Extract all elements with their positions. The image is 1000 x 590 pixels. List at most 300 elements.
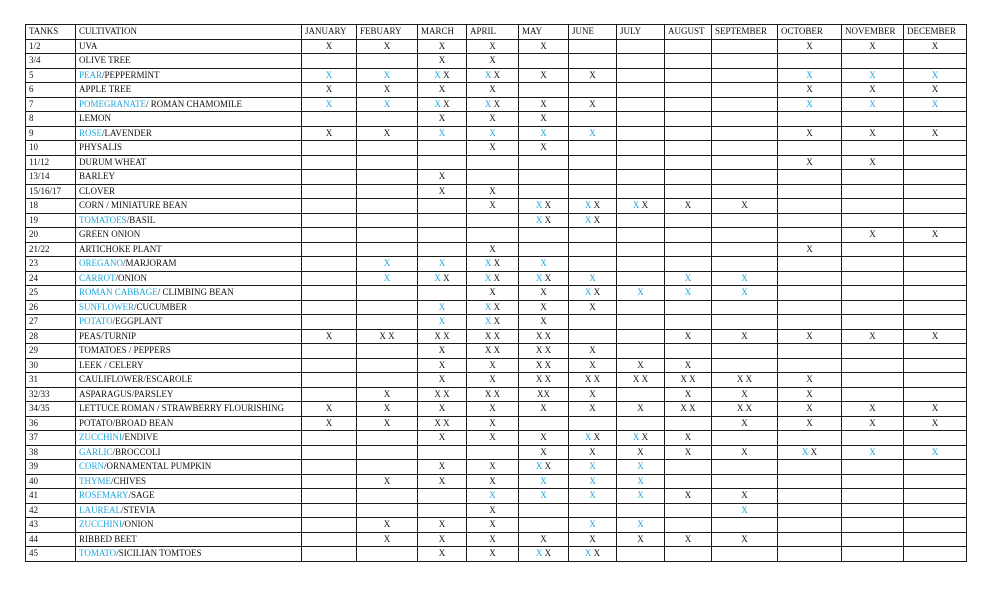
tank-cell: 8 (26, 112, 76, 127)
crop-name: OLIVE TREE (79, 55, 131, 66)
month-mark-june (569, 199, 617, 214)
cultivation-cell (76, 199, 302, 214)
month-mark-april: X (467, 83, 519, 98)
blue-x-mark: X (434, 272, 441, 283)
crop-name: PHYSALIS (79, 142, 123, 153)
blue-x-mark: X (584, 432, 592, 443)
month-mark-june (569, 503, 617, 518)
blue-x-mark: X (484, 272, 492, 283)
blue-x-mark: X (806, 69, 813, 80)
month-mark-march: X X (418, 416, 467, 431)
table-row (26, 83, 967, 98)
cultivation-cell (76, 358, 302, 373)
column-header-july: JULY (617, 25, 665, 40)
month-mark-may (519, 155, 569, 170)
black-x-mark: X (810, 446, 818, 457)
month-mark-march: X (418, 39, 467, 54)
black-x-mark: X (493, 316, 501, 327)
crop-name: /BROCCOLI (112, 446, 161, 457)
month-mark-march: X (418, 460, 467, 475)
month-mark-march: X X (418, 387, 467, 402)
cultivation-cell (76, 518, 302, 533)
table-row (26, 431, 967, 446)
month-mark-august (665, 54, 712, 69)
tank-cell: 28 (26, 329, 76, 344)
blue-x-mark: X (869, 98, 876, 109)
month-mark-august (665, 547, 712, 562)
month-mark-march (418, 199, 467, 214)
month-mark-april (467, 155, 519, 170)
month-mark-november (842, 344, 904, 359)
month-mark-august (665, 460, 712, 475)
month-mark-april (467, 271, 519, 286)
month-mark-november: X (842, 416, 904, 431)
month-mark-febuary (357, 445, 418, 460)
month-mark-october: X (778, 126, 842, 141)
highlighted-crop-name: ROMAN CABBAGE (79, 287, 158, 298)
month-mark-january (302, 170, 357, 185)
month-mark-october (778, 271, 842, 286)
month-mark-june: X (569, 402, 617, 417)
month-mark-january (302, 532, 357, 547)
cultivation-cell (76, 532, 302, 547)
month-mark-june: X (569, 358, 617, 373)
month-mark-january: X (302, 126, 357, 141)
table-row (26, 315, 967, 330)
month-mark-may (519, 83, 569, 98)
crop-name: ASPARAGUS/PARSLEY (79, 388, 174, 399)
month-mark-march: X (418, 373, 467, 388)
blue-x-mark: X (484, 258, 492, 269)
black-x-mark: X (544, 461, 552, 472)
month-mark-july (617, 228, 665, 243)
month-mark-august: X (665, 532, 712, 547)
month-mark-september (712, 358, 778, 373)
black-x-mark: X (544, 548, 552, 559)
table-row (26, 547, 967, 562)
month-mark-december: X (904, 416, 967, 431)
month-mark-october (778, 228, 842, 243)
month-mark-january (302, 68, 357, 83)
month-mark-november (842, 547, 904, 562)
crop-name: CLOVER (79, 185, 115, 196)
month-mark-may (519, 170, 569, 185)
month-mark-may (519, 228, 569, 243)
month-mark-april: X (467, 286, 519, 301)
cultivation-cell (76, 344, 302, 359)
month-mark-november: X (842, 329, 904, 344)
cultivation-cell (76, 387, 302, 402)
month-mark-july (617, 97, 665, 112)
month-mark-april: X (467, 54, 519, 69)
month-mark-march: X (418, 431, 467, 446)
blue-x-mark: X (637, 475, 644, 486)
month-mark-october (778, 199, 842, 214)
month-mark-may: X (519, 315, 569, 330)
tank-cell: 34/35 (26, 402, 76, 417)
cultivation-cell (76, 329, 302, 344)
month-mark-august: X (665, 489, 712, 504)
month-mark-june (569, 329, 617, 344)
month-mark-october: X (778, 402, 842, 417)
month-mark-febuary (357, 344, 418, 359)
month-mark-june (569, 416, 617, 431)
cultivation-cell (76, 112, 302, 127)
crop-name: CAULIFLOWER/ESCAROLE (79, 374, 193, 385)
blue-x-mark: X (589, 461, 596, 472)
month-mark-april: X (467, 518, 519, 533)
blue-x-mark: X (931, 69, 939, 80)
month-mark-october (778, 532, 842, 547)
month-mark-may: X X (519, 344, 569, 359)
month-mark-july (617, 54, 665, 69)
crop-name: /SAGE (128, 490, 155, 501)
table-row (26, 68, 967, 83)
column-header-september: SEPTEMBER (712, 25, 778, 40)
highlighted-crop-name: CORN (79, 461, 105, 472)
month-mark-april (467, 489, 519, 504)
month-mark-november (842, 460, 904, 475)
month-mark-febuary (357, 170, 418, 185)
cultivation-cell (76, 155, 302, 170)
crop-name: /BASIL (126, 214, 156, 225)
tank-cell: 37 (26, 431, 76, 446)
month-mark-november: X (842, 402, 904, 417)
month-mark-august: X (665, 199, 712, 214)
month-mark-april: X (467, 460, 519, 475)
blue-x-mark: X (637, 490, 644, 501)
month-mark-june: X (569, 445, 617, 460)
month-mark-october (778, 141, 842, 156)
month-mark-febuary (357, 199, 418, 214)
tank-cell: 23 (26, 257, 76, 272)
black-x-mark: X (641, 432, 649, 443)
month-mark-september (712, 184, 778, 199)
month-mark-january (302, 344, 357, 359)
month-mark-october (778, 503, 842, 518)
month-mark-july: X (617, 445, 665, 460)
month-mark-january (302, 141, 357, 156)
table-row (26, 416, 967, 431)
crop-name: LEEK / CELERY (79, 359, 144, 370)
crop-name: POTATO/BROAD BEAN (79, 417, 174, 428)
month-mark-november: X (842, 83, 904, 98)
month-mark-july (617, 170, 665, 185)
highlighted-crop-name: GARLIC (79, 446, 113, 457)
month-mark-july (617, 257, 665, 272)
tank-cell: 13/14 (26, 170, 76, 185)
month-mark-july (617, 518, 665, 533)
month-mark-september (712, 547, 778, 562)
month-mark-january: X (302, 329, 357, 344)
month-mark-november (842, 358, 904, 373)
cultivation-cell (76, 184, 302, 199)
blue-x-mark: X (438, 301, 446, 312)
month-mark-may: XX (519, 387, 569, 402)
month-mark-september: X (712, 445, 778, 460)
crop-name: DURUM WHEAT (79, 156, 147, 167)
table-row (26, 373, 967, 388)
cultivation-cell (76, 445, 302, 460)
highlighted-crop-name: TOMATOES (79, 214, 127, 225)
cultivation-cell (76, 170, 302, 185)
month-mark-september (712, 68, 778, 83)
month-mark-may: X (519, 445, 569, 460)
month-mark-january (302, 300, 357, 315)
table-row (26, 489, 967, 504)
month-mark-july (617, 300, 665, 315)
month-mark-april: X X (467, 344, 519, 359)
month-mark-december (904, 344, 967, 359)
month-mark-october (778, 315, 842, 330)
month-mark-august (665, 155, 712, 170)
month-mark-november (842, 97, 904, 112)
tank-cell: 30 (26, 358, 76, 373)
month-mark-november (842, 213, 904, 228)
month-mark-december (904, 315, 967, 330)
month-mark-september (712, 315, 778, 330)
month-mark-august (665, 83, 712, 98)
month-mark-may (519, 54, 569, 69)
month-mark-january (302, 184, 357, 199)
blue-x-mark: X (931, 98, 939, 109)
month-mark-november (842, 184, 904, 199)
table-row (26, 54, 967, 69)
blue-x-mark: X (383, 69, 391, 80)
month-mark-june: X (569, 97, 617, 112)
month-mark-august: X (665, 431, 712, 446)
month-mark-april: X (467, 402, 519, 417)
table-row (26, 387, 967, 402)
highlighted-crop-name: CARROT (79, 272, 116, 283)
month-mark-december (904, 300, 967, 315)
tank-cell: 10 (26, 141, 76, 156)
tank-cell: 32/33 (26, 387, 76, 402)
month-mark-november (842, 474, 904, 489)
month-mark-august (665, 257, 712, 272)
month-mark-november (842, 257, 904, 272)
crop-name: TOMATOES / PEPPERS (79, 345, 171, 356)
blue-x-mark: X (434, 69, 441, 80)
tank-cell: 9 (26, 126, 76, 141)
month-mark-april: X (467, 39, 519, 54)
month-mark-september (712, 155, 778, 170)
month-mark-febuary (357, 460, 418, 475)
blue-x-mark: X (869, 446, 876, 457)
cultivation-cell (76, 286, 302, 301)
table-row (26, 257, 967, 272)
cultivation-cell (76, 474, 302, 489)
month-mark-june (569, 83, 617, 98)
month-mark-febuary: X (357, 532, 418, 547)
black-x-mark: X (493, 69, 501, 80)
tank-cell: 38 (26, 445, 76, 460)
month-mark-may: X (519, 112, 569, 127)
blue-x-mark: X (632, 200, 640, 211)
month-mark-june (569, 431, 617, 446)
month-mark-july (617, 242, 665, 257)
tank-cell: 3/4 (26, 54, 76, 69)
blue-x-mark: X (741, 272, 748, 283)
month-mark-october (778, 68, 842, 83)
cultivation-cell (76, 39, 302, 54)
crop-name: RIBBED BEET (79, 533, 137, 544)
table-row (26, 474, 967, 489)
table-row (26, 460, 967, 475)
cultivation-schedule-table (25, 24, 967, 562)
tank-cell: 40 (26, 474, 76, 489)
month-mark-january (302, 286, 357, 301)
month-mark-march: X X (418, 329, 467, 344)
month-mark-june (569, 112, 617, 127)
column-header-june: JUNE (569, 25, 617, 40)
cultivation-cell (76, 126, 302, 141)
month-mark-june (569, 54, 617, 69)
table-row (26, 358, 967, 373)
black-x-mark: X (544, 272, 552, 283)
highlighted-crop-name: ROSE (79, 127, 103, 138)
month-mark-march: X (418, 170, 467, 185)
table-row (26, 286, 967, 301)
tank-cell: 44 (26, 532, 76, 547)
blue-x-mark: X (484, 301, 492, 312)
month-mark-april: X (467, 242, 519, 257)
table-row (26, 141, 967, 156)
month-mark-september (712, 286, 778, 301)
cultivation-cell (76, 460, 302, 475)
month-mark-march (418, 315, 467, 330)
cultivation-cell (76, 83, 302, 98)
month-mark-april: X (467, 416, 519, 431)
blue-x-mark: X (632, 432, 640, 443)
month-mark-june (569, 315, 617, 330)
month-mark-march: X (418, 344, 467, 359)
crop-name: /LAVENDER (102, 127, 152, 138)
blue-x-mark: X (741, 287, 748, 298)
month-mark-july (617, 547, 665, 562)
month-mark-march: X (418, 54, 467, 69)
month-mark-december (904, 547, 967, 562)
month-mark-november: X (842, 155, 904, 170)
month-mark-december (904, 112, 967, 127)
month-mark-april: X (467, 532, 519, 547)
month-mark-april (467, 126, 519, 141)
month-mark-febuary (357, 257, 418, 272)
month-mark-november (842, 54, 904, 69)
blue-x-mark: X (584, 287, 592, 298)
table-row (26, 445, 967, 460)
month-mark-july (617, 474, 665, 489)
month-mark-may: X X (519, 329, 569, 344)
month-mark-october (778, 300, 842, 315)
month-mark-march: X (418, 83, 467, 98)
month-mark-january (302, 155, 357, 170)
month-mark-december (904, 155, 967, 170)
month-mark-febuary (357, 489, 418, 504)
month-mark-december (904, 170, 967, 185)
month-mark-july (617, 199, 665, 214)
month-mark-january (302, 460, 357, 475)
month-mark-september: X X (712, 373, 778, 388)
month-mark-july (617, 141, 665, 156)
month-mark-may (519, 547, 569, 562)
cultivation-cell (76, 300, 302, 315)
month-mark-september (712, 242, 778, 257)
month-mark-january (302, 271, 357, 286)
month-mark-febuary (357, 431, 418, 446)
month-mark-december (904, 503, 967, 518)
black-x-mark: X (641, 200, 649, 211)
blue-x-mark: X (637, 287, 644, 298)
month-mark-august (665, 518, 712, 533)
tank-cell: 39 (26, 460, 76, 475)
tank-cell: 24 (26, 271, 76, 286)
month-mark-march (418, 445, 467, 460)
highlighted-crop-name: ZUCCHINI (79, 432, 122, 443)
tank-cell: 29 (26, 344, 76, 359)
month-mark-febuary (357, 68, 418, 83)
month-mark-june (569, 489, 617, 504)
blue-x-mark: X (489, 127, 496, 138)
cultivation-cell (76, 503, 302, 518)
black-x-mark: X (443, 98, 450, 109)
month-mark-june (569, 39, 617, 54)
month-mark-august: X (665, 329, 712, 344)
crop-name: BARLEY (79, 171, 115, 182)
month-mark-september: X (712, 199, 778, 214)
month-mark-january (302, 474, 357, 489)
month-mark-october (778, 547, 842, 562)
month-mark-march (418, 68, 467, 83)
cultivation-cell (76, 373, 302, 388)
blue-x-mark: X (801, 446, 809, 457)
month-mark-october (778, 184, 842, 199)
month-mark-january (302, 431, 357, 446)
month-mark-september (712, 112, 778, 127)
month-mark-june: X (569, 68, 617, 83)
blue-x-mark: X (540, 475, 547, 486)
month-mark-may (519, 213, 569, 228)
table-row (26, 184, 967, 199)
cultivation-cell (76, 141, 302, 156)
month-mark-january (302, 228, 357, 243)
month-mark-september (712, 97, 778, 112)
month-mark-july (617, 489, 665, 504)
month-mark-june: X X (569, 373, 617, 388)
table-row (26, 402, 967, 417)
highlighted-crop-name: ROSEMARY (79, 490, 129, 501)
crop-name: / ROMAN CHAMOMILE (146, 98, 243, 109)
month-mark-may (519, 242, 569, 257)
month-mark-august (665, 97, 712, 112)
table-row (26, 170, 967, 185)
tank-cell: 21/22 (26, 242, 76, 257)
month-mark-december: X (904, 83, 967, 98)
blue-x-mark: X (684, 287, 692, 298)
column-header-cultivation: CULTIVATION (76, 25, 302, 40)
crop-name: LEMON (79, 113, 111, 124)
cultivation-cell (76, 54, 302, 69)
month-mark-november (842, 112, 904, 127)
month-mark-april: X (467, 373, 519, 388)
column-header-august: AUGUST (665, 25, 712, 40)
month-mark-may (519, 474, 569, 489)
month-mark-january (302, 315, 357, 330)
month-mark-march (418, 257, 467, 272)
month-mark-febuary: X (357, 387, 418, 402)
month-mark-january (302, 489, 357, 504)
month-mark-july (617, 503, 665, 518)
